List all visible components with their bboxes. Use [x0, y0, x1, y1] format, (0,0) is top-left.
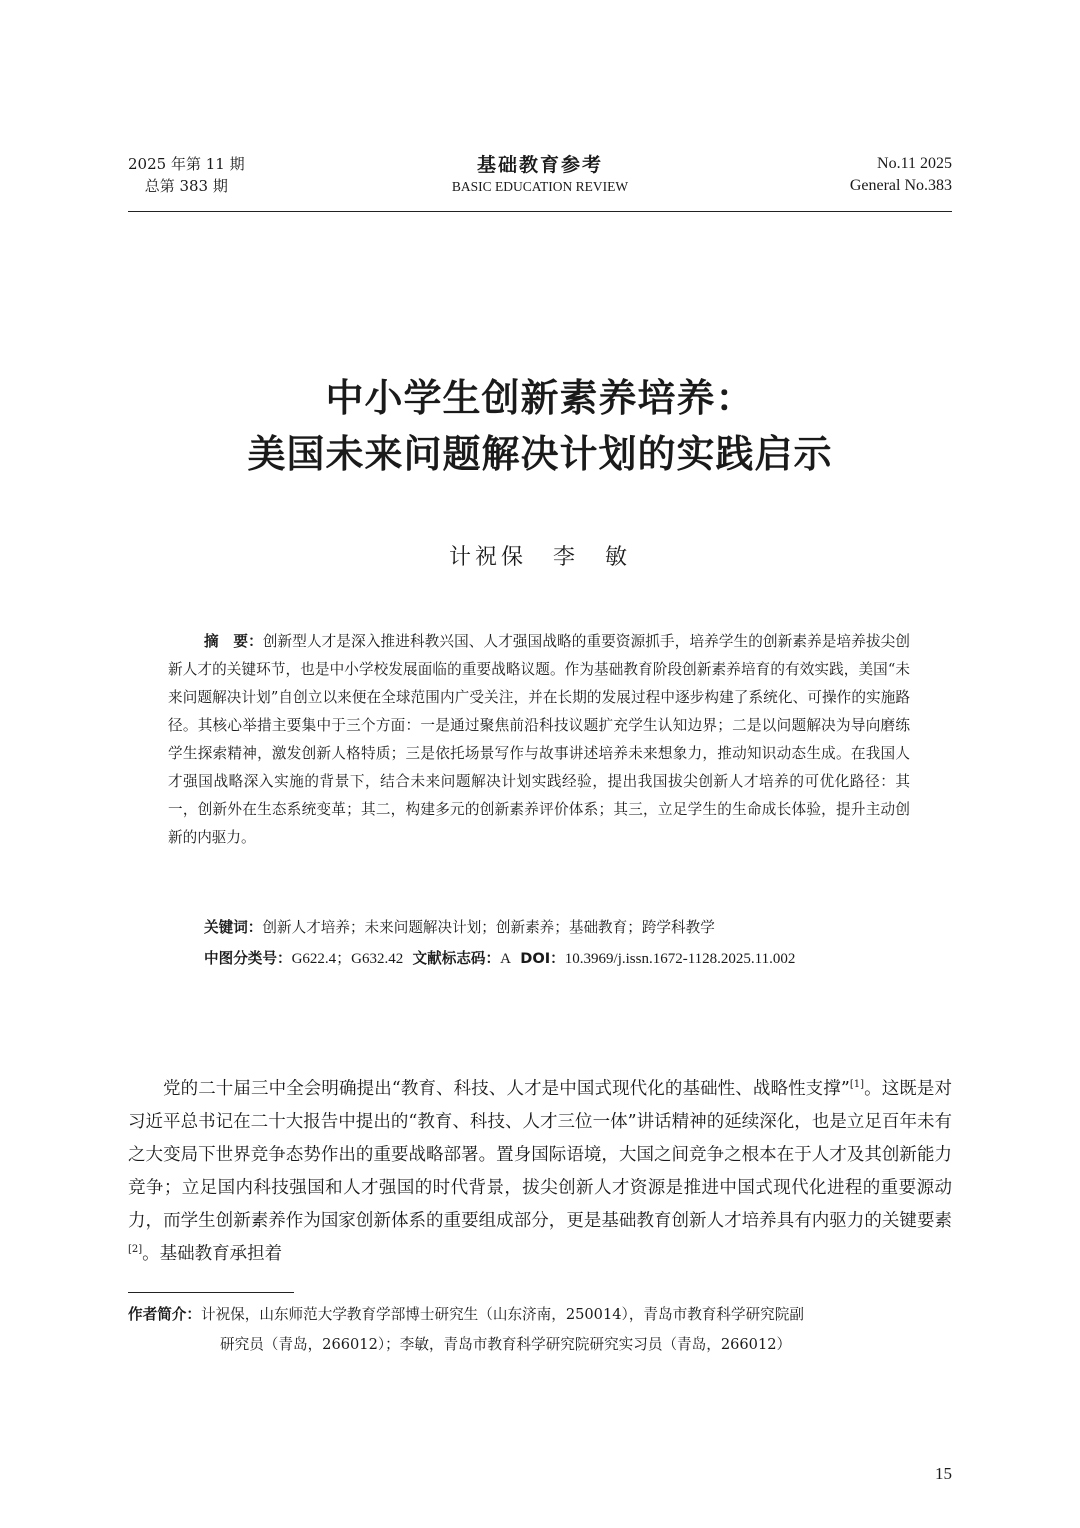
abstract-label: 摘 要： — [204, 633, 263, 650]
journal-title-en: BASIC EDUCATION REVIEW — [451, 179, 629, 194]
doi-label: DOI： — [520, 950, 565, 967]
doi-value: 10.3969/j.issn.1672-1128.2025.11.002 — [564, 951, 796, 967]
journal-masthead — [400, 153, 680, 197]
footnote-label: 作者简介： — [128, 1306, 201, 1323]
abstract-text: 创新型人才是深入推进科教兴国、人才强国战略的重要资源抓手，培养学生的创新素养是培养拔尖创新人才的关键环节，也是中小学校发展面临的重要战略议题。作为基础教育阶段创新素养培育的有效实践，美国“未来问题解决计划”自创立以来便在全球范围内广受关注，并在长期的发展过程中逐步构建了系统化、可操作的实施路径。其核心举措主要集中于三个方面：一是通过聚焦前沿科技议题扩充学生认知边界；二是以问题解决为导向磨练学生探索精神，激发创新人格特质；三是依托场景写作与故事讲述培养未来想象力，推动知识动态生成。在我国人才强国战略深入实施的背景下，结合未来问题解决计划实践经验，提出我国拔尖创新人才培养的可优化路径：其一，创新外在生态系统变革；其二，构建多元的创新素养评价体系；其三，立足学生的生命成长体验，提升主动创新的内驱力。 — [168, 633, 910, 846]
footnote-line-2: 研究员（青岛，266012）；李敏，青岛市教育科学研究院研究实习员（青岛，266012） — [220, 1336, 792, 1353]
footnote-line-1: 计祝保，山东师范大学教育学部博士研究生（山东济南，250014），青岛市教育科学研究院副 — [200, 1306, 804, 1323]
body-segment: 。基础教育承担着 — [142, 1244, 283, 1264]
citation-ref[interactable]: [2] — [128, 1244, 143, 1256]
body-segment: 党的二十届三中全会明确提出“教育、科技、人才是中国式现代化的基础性、战略性支撑” — [163, 1079, 850, 1099]
header-right — [850, 153, 952, 197]
total-issue-en: General No.383 — [849, 177, 952, 194]
title-line-1: 中小学生创新素养培养： — [325, 376, 755, 420]
issue-en: No.11 2025 — [877, 155, 952, 172]
doc-code-label: 文献标志码： — [412, 950, 501, 967]
body-text — [128, 1073, 952, 1271]
doc-code-value: A — [500, 951, 511, 967]
classification-line — [204, 945, 944, 973]
article-title — [128, 370, 952, 482]
body-segment: 。这既是对习近平总书记在二十大报告中提出的“教育、科技、人才三位一体”讲话精神的延续深化，也是立足百年未有之大变局下世界竞争态势作出的重要战略部署。置身国际语境，大国之间竞争之根本在于人才及其创新能力竞争；立足国内科技强国和人才强国的时代背景，拔尖创新人才资源是推进中国式现代化进程的重要源动力，而学生创新素养作为国家创新体系的重要组成部分，更是基础教育创新人才培养具有内驱力的关键要素 — [128, 1079, 953, 1231]
author-name: 计祝保 — [448, 545, 527, 570]
abstract — [168, 628, 910, 852]
header-rule — [128, 211, 952, 212]
issue-cn: 2025 年第 11 期 — [128, 155, 245, 173]
journal-title-cn: 基础教育参考 — [476, 154, 603, 176]
author-footnote — [128, 1300, 952, 1360]
clc-label: 中图分类号： — [204, 950, 292, 967]
footnote-rule — [128, 1292, 294, 1293]
citation-ref[interactable]: [1] — [849, 1079, 864, 1091]
paragraph — [128, 1073, 952, 1271]
keywords-label: 关键词： — [204, 919, 263, 936]
author-list — [128, 540, 952, 571]
header-left — [128, 153, 245, 197]
author-name: 李 敏 — [553, 545, 632, 570]
total-issue-cn: 总第 383 期 — [144, 177, 228, 195]
clc-value: G622.4；G632.42 — [291, 951, 404, 967]
keywords-text: 创新人才培养；未来问题解决计划；创新素养；基础教育；跨学科教学 — [262, 919, 715, 936]
title-line-2: 美国未来问题解决计划的实践启示 — [247, 432, 833, 476]
page-number: 15 — [935, 1464, 952, 1483]
keywords — [204, 914, 924, 942]
